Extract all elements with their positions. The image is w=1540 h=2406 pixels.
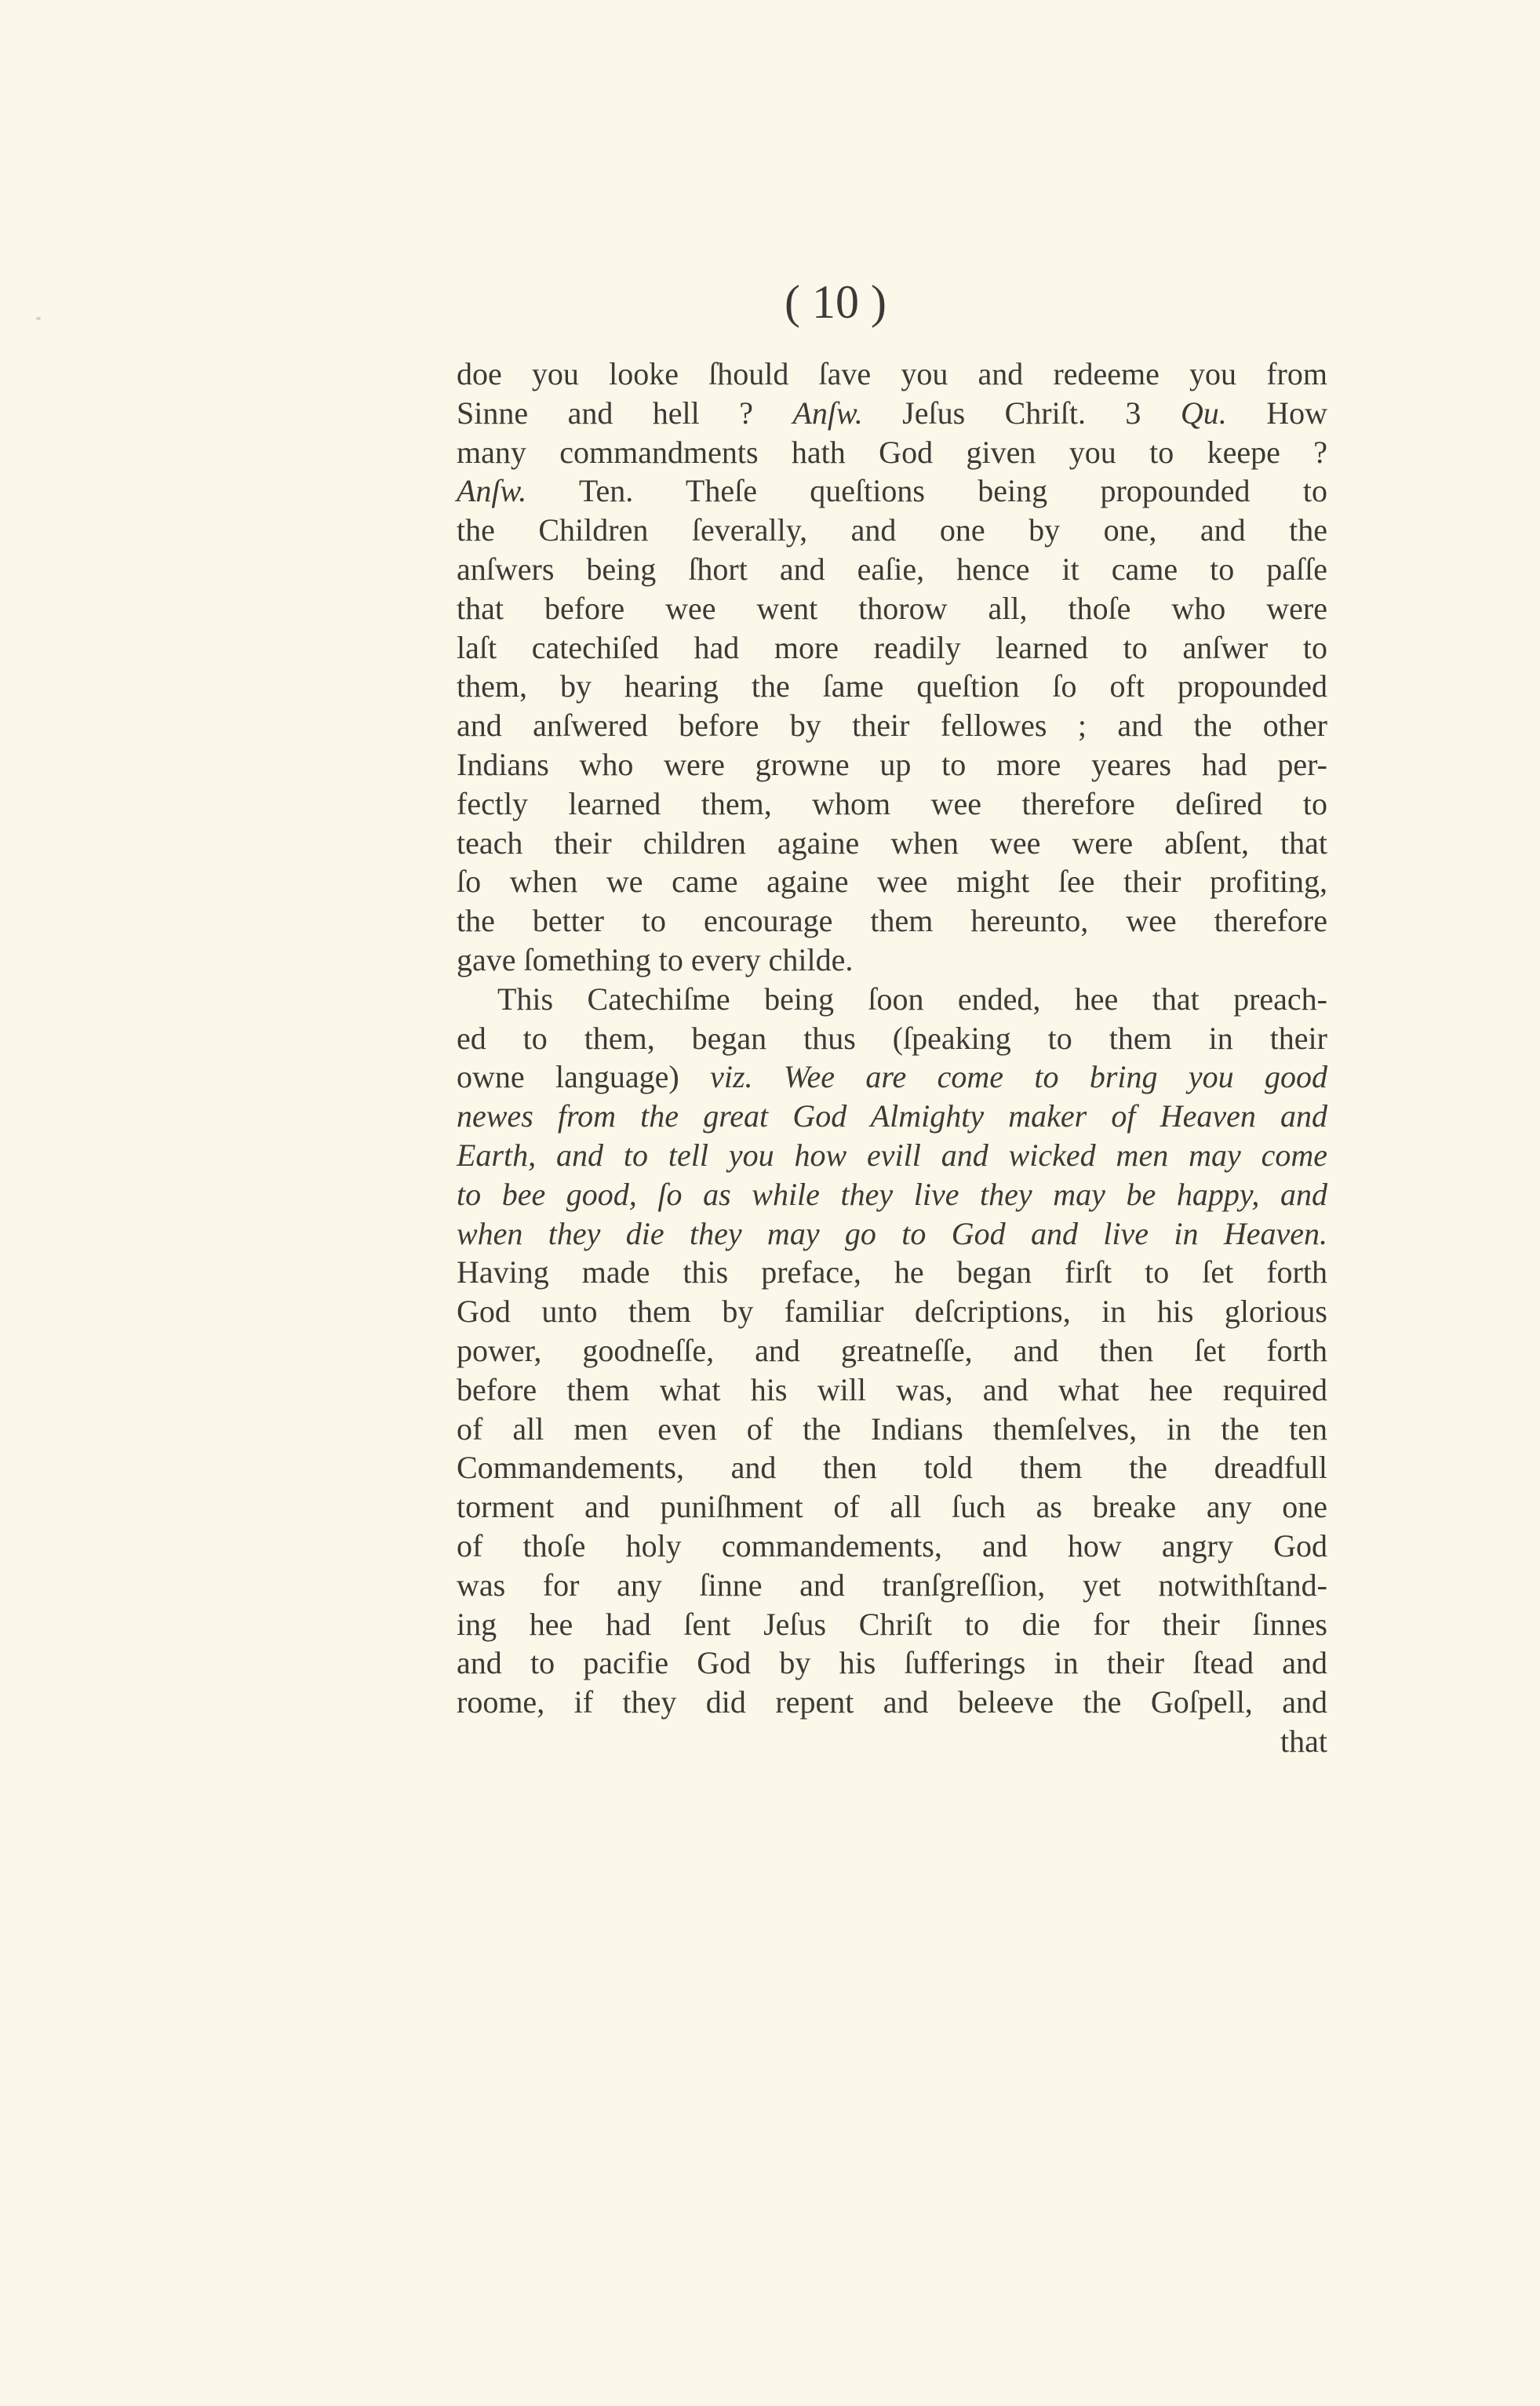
text-run: Jeſus Chriſt. 3	[862, 395, 1181, 431]
text-line: many commandments hath God given you to keepe ?	[457, 434, 1327, 470]
italic-run: viz. Wee are come to bring you good	[710, 1059, 1327, 1095]
paragraph-first-line: This Catechiſme being ſoon ended, hee that preach-	[497, 981, 1327, 1017]
text-line: Having made this preface, he began firſt to ſet forth	[457, 1254, 1327, 1290]
text-line: laſt catechiſed had more readily learned to anſwer to	[457, 629, 1327, 665]
text-line: anſwers being ſhort and eaſie, hence it came to paſſe	[457, 551, 1327, 587]
text-line: teach their children againe when wee were abſent, that	[457, 824, 1327, 861]
text-line: the better to encourage them hereunto, wee therefore	[457, 903, 1327, 939]
page-number: ( 10 )	[785, 276, 887, 328]
text-line: and anſwered before by their fellowes ; and the other	[457, 708, 1327, 744]
text-line: was for any ſinne and tranſgreſſion, yet notwithſtand-	[457, 1567, 1327, 1603]
text-line: roome, if they did repent and beleeve the Goſpell, and	[457, 1684, 1327, 1720]
italic-run: Earth, and to tell you how evill and wicked men may come	[457, 1137, 1327, 1173]
text-line	[457, 471, 1327, 511]
body-text	[457, 355, 1327, 1761]
text-line: of thoſe holy commandements, and how angry God	[457, 1527, 1327, 1563]
italic-line	[457, 1214, 1327, 1254]
italic-run: Anſw.	[792, 395, 863, 431]
text-line: power, goodneſſe, and greatneſſe, and then ſet forth	[457, 1332, 1327, 1368]
text-line: Indians who were growne up to more yeares had per-	[457, 746, 1327, 782]
italic-line	[457, 1097, 1327, 1136]
text-line: ing hee had ſent Jeſus Chriſt to die for their ſinnes	[457, 1606, 1327, 1642]
text-line: ed to them, began thus (ſpeaking to them in their	[457, 1020, 1327, 1056]
text-line: before them what his will was, and what hee required	[457, 1371, 1327, 1407]
italic-run: Anſw.	[457, 473, 527, 509]
italic-run: Qu.	[1180, 395, 1227, 431]
text-line: of all men even of the Indians themſelves, in the ten	[457, 1410, 1327, 1447]
text-line: God unto them by familiar deſcriptions, in his glorious	[457, 1294, 1327, 1330]
text-line: gave ſomething to every childe.	[457, 941, 854, 977]
text-run: How	[1226, 395, 1327, 431]
italic-run: when they die they may go to God and live in Heaven.	[457, 1215, 1327, 1251]
text-line: the Children ſeverally, and one by one, and the	[457, 512, 1327, 548]
text-line: ſo when we came againe wee might ſee their profiting,	[457, 864, 1327, 900]
text-line: fectly learned them, whom wee therefore deſired to	[457, 785, 1327, 821]
text-line: torment and puniſhment of all ſuch as breake any one	[457, 1489, 1327, 1525]
text-line	[457, 394, 1327, 433]
text-line: Commandements, and then told them the dreadfull	[457, 1450, 1327, 1486]
text-line: doe you looke ſhould ſave you and redeeme you from	[457, 356, 1327, 391]
text-line	[457, 1057, 1327, 1097]
catchword: that	[1280, 1723, 1327, 1759]
paper-mark	[36, 317, 41, 320]
italic-line	[457, 1136, 1327, 1175]
text-line: that before wee went thorow all, thoſe who were	[457, 590, 1327, 626]
text-run: Ten. Theſe queſtions being propounded to	[526, 473, 1327, 509]
italic-line	[457, 1175, 1327, 1214]
text-run: Sinne and hell ?	[457, 395, 793, 431]
text-run: owne language)	[457, 1059, 711, 1095]
italic-run: newes from the great God Almighty maker of Heaven and	[457, 1098, 1327, 1134]
italic-run: to bee good, ſo as while they live they may be happy, and	[457, 1176, 1327, 1212]
text-line: and to pacifie God by his ſufferings in their ſtead and	[457, 1645, 1327, 1681]
text-line: them, by hearing the ſame queſtion ſo oft propounded	[457, 668, 1327, 704]
